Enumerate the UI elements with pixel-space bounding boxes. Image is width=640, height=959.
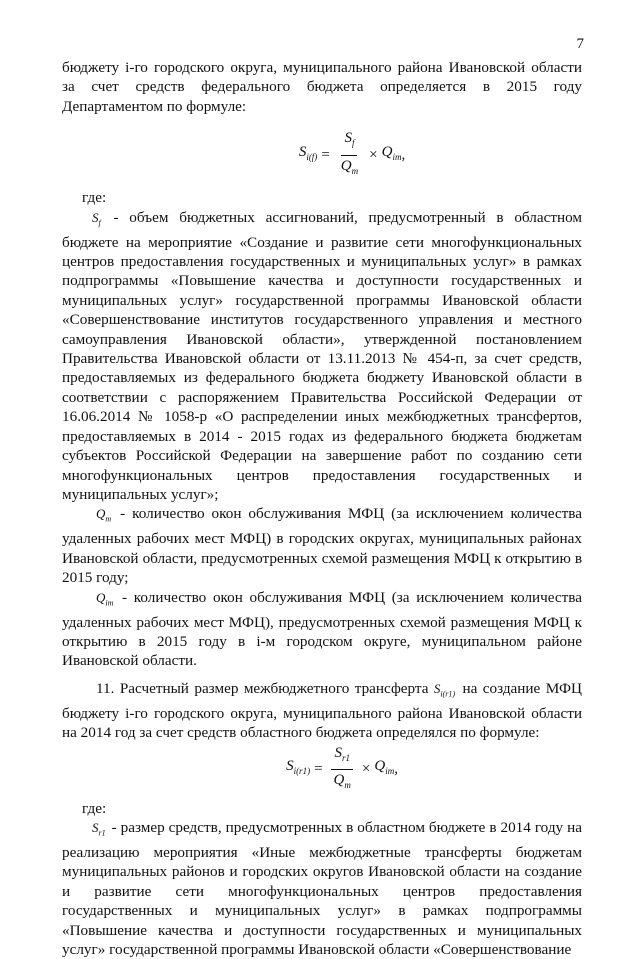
formula-2-fraction bbox=[331, 744, 354, 796]
symbol-qim: $Q_{im}$ bbox=[96, 589, 114, 608]
formula-1-tail: , bbox=[401, 146, 406, 163]
definition-qm: $Q_m$ - количество окон обслуживания МФЦ (за исключением количества удаленных рабочих мест МФЦ) в городских округах, муниципальных районах Ивановской области, предусмотренных схемой размещения МФЦ к открытию в 2015 году; bbox=[62, 505, 582, 587]
formula-1 bbox=[122, 126, 582, 184]
formula-2-numerator: $S_{r1}$ bbox=[331, 744, 353, 770]
formula-1-multiplier: $Q_{im}$ bbox=[381, 144, 402, 163]
where-label-2: где: bbox=[82, 799, 107, 817]
paragraph-11: 11. Расчетный размер межбюджетного трансферта $S_{i(r1)}$ на создание МФЦ бюджету i-го городского округа, муниципального района Ивановской области на 2014 год за счет средств областного бюджета определялся по формуле: bbox=[62, 679, 582, 742]
page-content bbox=[62, 58, 582, 959]
where-label-1: где: bbox=[82, 189, 107, 207]
formula-2-tail: , bbox=[394, 760, 398, 777]
formula-1-equals: = bbox=[321, 146, 330, 163]
intro-paragraph: бюджету i-го городского округа, муниципального района Ивановской области за счет средств федерального бюджета определяется в 2015 году Департаментом по формуле: bbox=[62, 59, 582, 115]
formula-2-lhs: $S_{i(r1)}$ bbox=[286, 758, 311, 777]
symbol-sr1: $S_{r1}$ bbox=[92, 819, 106, 838]
formula-2-multiplier: $Q_{im}$ bbox=[374, 758, 395, 777]
symbol-si-r1: $S_{i(r1)}$ bbox=[433, 680, 456, 699]
formula-1-denominator: $Q_m$ bbox=[340, 157, 359, 176]
formula-1-numerator: $S_f$ bbox=[341, 129, 357, 155]
definition-sf: $S_f$ - объем бюджетных ассигнований, предусмотренный в областном бюджете на мероприятие «Создание и развитие сети многофункциональных центров предоставления государственных и муниципальных услуг» в рамках подпрограммы «Повышение качества и доступности государственных и муниципальных услуг» государственной программы Ивановской области «Совершенствование институтов государственного управления и местного самоуправления Ивановской области», утвержденной постановлением Правительства Ивановской области от 13.11.2013 № 454-п, за счет средств, предоставляемых из федерального бюджета бюджету Ивановской области в соответствии с распоряжением Правительства Российской Федерации от 16.06.2014 № 1058-р «О распределении иных межбюджетных трансфертов, предоставляемых в 2014 - 2015 годах из федерального бюджета бюджетам субъектов Российской Федерации на завершение работ по созданию сети многофункциональных центров предоставления государственных и муниципальных услуг»; bbox=[62, 208, 582, 503]
definition-qim: $Q_{im}$ - количество окон обслуживания МФЦ (за исключением количества удаленных рабочих мест МФЦ), предусмотренных схемой размещения МФЦ к открытию в 2015 году в i-м городском округе, муниципальном районе Ивановской области. bbox=[62, 588, 582, 670]
formula-2-denominator: $Q_m$ bbox=[333, 772, 351, 791]
symbol-qm: $Q_m$ bbox=[96, 506, 112, 524]
formula-2 bbox=[102, 745, 582, 795]
formula-2-equals: = bbox=[314, 760, 323, 777]
formula-2-times: × bbox=[361, 760, 371, 777]
formula-1-times: × bbox=[369, 146, 378, 163]
formula-1-lhs: $S_{i(f)}$ bbox=[298, 144, 318, 163]
definition-sr1: $S_{r1}$ - размер средств, предусмотренных в областном бюджете в 2014 году на реализацию мероприятия «Иные межбюджетные трансферты бюджетам муниципальных районов и городских округов Ивановской области на создание и развитие сети многофункциональных центров предоставления государственных и муниципальных услуг» в рамках подпрограммы «Повышение качества и доступности государственных и муниципальных услуг» государственной программы Ивановской области «Совершенствование bbox=[62, 818, 582, 958]
symbol-sf: $S_f$ bbox=[92, 209, 101, 228]
page-number: 7 bbox=[576, 36, 584, 52]
formula-1-fraction bbox=[338, 129, 361, 181]
